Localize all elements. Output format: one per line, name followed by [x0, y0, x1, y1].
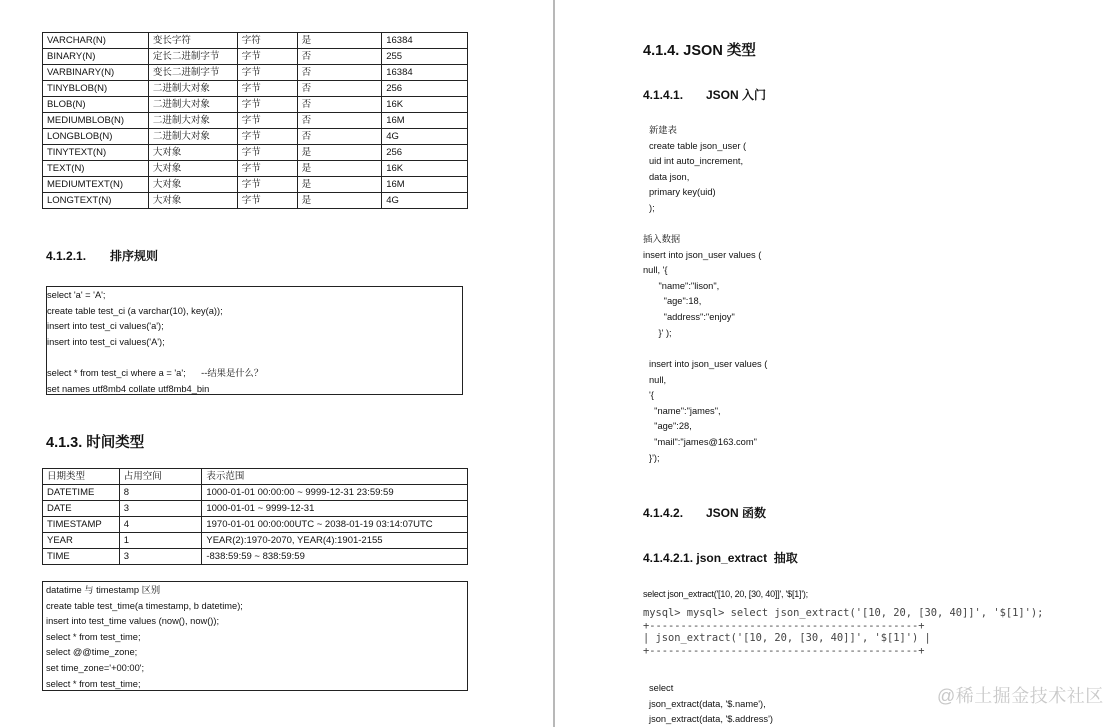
table-cell: 字节 — [237, 145, 297, 161]
heading-number: 4.1.4.2. — [643, 506, 684, 520]
table-cell: 字节 — [237, 161, 297, 177]
table-cell: 3 — [119, 501, 202, 517]
code-line: "mail":"james@163.com" — [649, 436, 757, 447]
table-cell: 8 — [119, 485, 202, 501]
code-line: create table json_user ( — [649, 140, 747, 151]
heading-number: 4.1.4.1. — [643, 88, 684, 102]
table-cell: 16K — [382, 161, 468, 177]
table-cell: 1000-01-01 00:00:00 ~ 9999-12-31 23:59:59 — [202, 485, 468, 501]
table-row — [43, 161, 468, 177]
heading-number: 4.1.2.1. — [46, 249, 87, 263]
table-cell: MEDIUMTEXT(N) — [43, 177, 149, 193]
table-cell: TEXT(N) — [43, 161, 149, 177]
table-row — [43, 501, 468, 517]
mysql-console-output — [643, 607, 1043, 657]
code-line: 插入数据 — [643, 234, 681, 244]
code-line: null, '{ — [643, 265, 668, 276]
table-cell: 字节 — [237, 113, 297, 129]
table-cell: 二进制大对象 — [148, 129, 237, 145]
code-line: data json, — [649, 171, 690, 182]
table-cell: 16M — [382, 113, 468, 129]
code-line: "address":"enjoy" — [643, 311, 735, 322]
table-cell: LONGBLOB(N) — [43, 129, 149, 145]
code-line: "age":28, — [649, 421, 692, 432]
table-cell: 16K — [382, 97, 468, 113]
code-line: insert into json_user values ( — [643, 249, 762, 260]
table-row — [43, 145, 468, 161]
code-line: ); — [649, 202, 655, 213]
table-cell: 字节 — [237, 177, 297, 193]
table-cell: BLOB(N) — [43, 97, 149, 113]
code-line: }' ); — [643, 327, 672, 338]
table-row — [43, 533, 468, 549]
table-row — [43, 177, 468, 193]
table-cell: 否 — [297, 81, 382, 97]
table-header-row — [43, 469, 468, 485]
table-cell: 16384 — [382, 33, 468, 49]
table-cell: 256 — [382, 145, 468, 161]
code-line: primary key(uid) — [649, 187, 716, 198]
insert-code-1 — [643, 232, 761, 341]
table-row — [43, 97, 468, 113]
code-line: insert into test_ci values('a'); — [47, 321, 164, 332]
table-cell: 字节 — [237, 193, 297, 209]
code-line: set time_zone='+00:00'; — [46, 662, 145, 673]
code-line: }'); — [649, 452, 660, 463]
table-cell: 否 — [297, 113, 382, 129]
table-cell: 二进制大对象 — [148, 113, 237, 129]
code-line: json_extract(data, '$.name'), — [649, 698, 766, 709]
table-cell: TINYBLOB(N) — [43, 81, 149, 97]
create-table-code — [649, 123, 746, 217]
code-line: insert into test_time values (now(), now()); — [46, 616, 220, 627]
json-type-heading: 4.1.4. JSON 类型 — [643, 43, 756, 59]
table-cell: -838:59:59 ~ 838:59:59 — [202, 549, 468, 565]
table-cell: 16384 — [382, 65, 468, 81]
heading-title: json_extract 抽取 — [696, 551, 798, 565]
code-line: select — [649, 683, 674, 693]
table-cell: 字符 — [237, 33, 297, 49]
table-row — [43, 517, 468, 533]
table-row — [43, 49, 468, 65]
table-cell: 否 — [297, 129, 382, 145]
code-line: select * from test_time; — [46, 631, 141, 642]
table-cell: 16M — [382, 177, 468, 193]
table-cell: VARBINARY(N) — [43, 65, 149, 81]
code-line: "name":"james", — [649, 405, 721, 416]
table-cell: 字节 — [237, 81, 297, 97]
code-line: insert into json_user values ( — [649, 359, 768, 369]
table-cell: 256 — [382, 81, 468, 97]
table-cell: 是 — [297, 33, 382, 49]
code-line: select @@time_zone; — [46, 647, 138, 658]
code-line: '{ — [649, 390, 654, 401]
table-cell: 255 — [382, 49, 468, 65]
table-cell: 二进制大对象 — [148, 97, 237, 113]
table-cell: 大对象 — [148, 177, 237, 193]
table-cell: TIMESTAMP — [43, 517, 120, 533]
heading-title: 排序规则 — [110, 249, 159, 263]
table-cell: 字节 — [237, 49, 297, 65]
code-line: select 'a' = 'A'; — [47, 290, 106, 300]
code-line: +-------------------------------------------+ — [643, 644, 925, 657]
collation-heading — [46, 247, 158, 264]
code-line: mysql> mysql> select json_extract('[10, 20, [30, 40]]', '$[1]'); — [643, 607, 1044, 619]
code-line: uid int auto_increment, — [649, 156, 744, 167]
table-row — [43, 193, 468, 209]
code-line: 新建表 — [649, 125, 677, 135]
table-cell: 1000-01-01 ~ 9999-12-31 — [202, 501, 468, 517]
code-line: create table test_time(a timestamp, b datetime); — [46, 600, 243, 611]
string-types-table — [42, 32, 468, 209]
table-cell: 否 — [297, 97, 382, 113]
code-line: select * from test_time; — [46, 678, 141, 689]
table-row — [43, 65, 468, 81]
code-line: set names utf8mb4 collate utf8mb4_bin — [47, 383, 210, 394]
table-cell: 是 — [297, 145, 382, 161]
table-cell: 大对象 — [148, 145, 237, 161]
watermark: @稀土掘金技术社区 — [937, 686, 1104, 706]
code-line: null, — [649, 374, 667, 385]
table-cell: 变长二进制字节 — [148, 65, 237, 81]
table-cell: 是 — [297, 177, 382, 193]
table-cell: DATETIME — [43, 485, 120, 501]
code-line: | json_extract('[10, 20, [30, 40]]', '$[1]') | — [643, 632, 931, 644]
table-row — [43, 81, 468, 97]
table-cell: 否 — [297, 65, 382, 81]
code-line: datatime 与 timestamp 区别 — [46, 585, 161, 595]
table-cell: 二进制大对象 — [148, 81, 237, 97]
json-intro-heading — [643, 86, 766, 103]
table-cell: 4G — [382, 129, 468, 145]
table-cell: YEAR(2):1970-2070, YEAR(4):1901-2155 — [202, 533, 468, 549]
select-extract-code — [649, 681, 773, 728]
code-line: +-------------------------------------------+ — [643, 619, 925, 632]
table-cell: 变长字符 — [148, 33, 237, 49]
table-header-cell: 日期类型 — [43, 469, 120, 485]
table-cell: 是 — [297, 161, 382, 177]
table-row — [43, 113, 468, 129]
table-cell: TIME — [43, 549, 120, 565]
table-cell: 字节 — [237, 129, 297, 145]
table-cell: 1 — [119, 533, 202, 549]
table-cell: 4 — [119, 517, 202, 533]
time-types-table — [42, 468, 468, 565]
table-header-cell: 占用空间 — [119, 469, 202, 485]
table-cell: MEDIUMBLOB(N) — [43, 113, 149, 129]
table-cell: 4G — [382, 193, 468, 209]
table-cell: 字节 — [237, 65, 297, 81]
heading-number: 4.1.4.2.1. — [643, 551, 694, 565]
table-cell: 字节 — [237, 97, 297, 113]
code-line: select json_extract('[10, 20, [30, 40]]', '$[1]'); — [643, 589, 808, 599]
table-row — [43, 549, 468, 565]
time-code-box — [42, 581, 468, 691]
table-cell: TINYTEXT(N) — [43, 145, 149, 161]
code-line: select * from test_ci where a = 'a'; --结果是什么？ — [47, 367, 264, 378]
json-functions-heading — [643, 504, 766, 521]
table-header-cell: 表示范围 — [202, 469, 468, 485]
heading-title: JSON 函数 — [706, 506, 767, 520]
table-cell: DATE — [43, 501, 120, 517]
table-row — [43, 485, 468, 501]
table-cell: 定长二进制字节 — [148, 49, 237, 65]
code-line: insert into test_ci values('A'); — [47, 336, 165, 347]
insert-code-2 — [649, 357, 767, 466]
collation-code-box — [46, 286, 463, 395]
table-cell: 是 — [297, 193, 382, 209]
code-line: create table test_ci (a varchar(10), key(a)); — [47, 305, 223, 316]
table-cell: YEAR — [43, 533, 120, 549]
table-cell: 大对象 — [148, 193, 237, 209]
table-cell: LONGTEXT(N) — [43, 193, 149, 209]
extract-statement — [643, 587, 808, 603]
code-line — [47, 350, 462, 366]
table-row — [43, 129, 468, 145]
json-extract-heading — [643, 549, 798, 566]
code-line: "name":"lison", — [643, 280, 720, 291]
table-cell: 否 — [297, 49, 382, 65]
table-cell: 1970-01-01 00:00:00UTC ~ 2038-01-19 03:14:07UTC — [202, 517, 468, 533]
table-cell: 3 — [119, 549, 202, 565]
code-line: "age":18, — [643, 296, 702, 307]
heading-title: JSON 入门 — [706, 88, 767, 102]
code-line: json_extract(data, '$.address') — [649, 714, 773, 725]
table-row — [43, 33, 468, 49]
time-types-heading: 4.1.3. 时间类型 — [46, 435, 145, 451]
table-cell: 大对象 — [148, 161, 237, 177]
table-cell: VARCHAR(N) — [43, 33, 149, 49]
table-cell: BINARY(N) — [43, 49, 149, 65]
